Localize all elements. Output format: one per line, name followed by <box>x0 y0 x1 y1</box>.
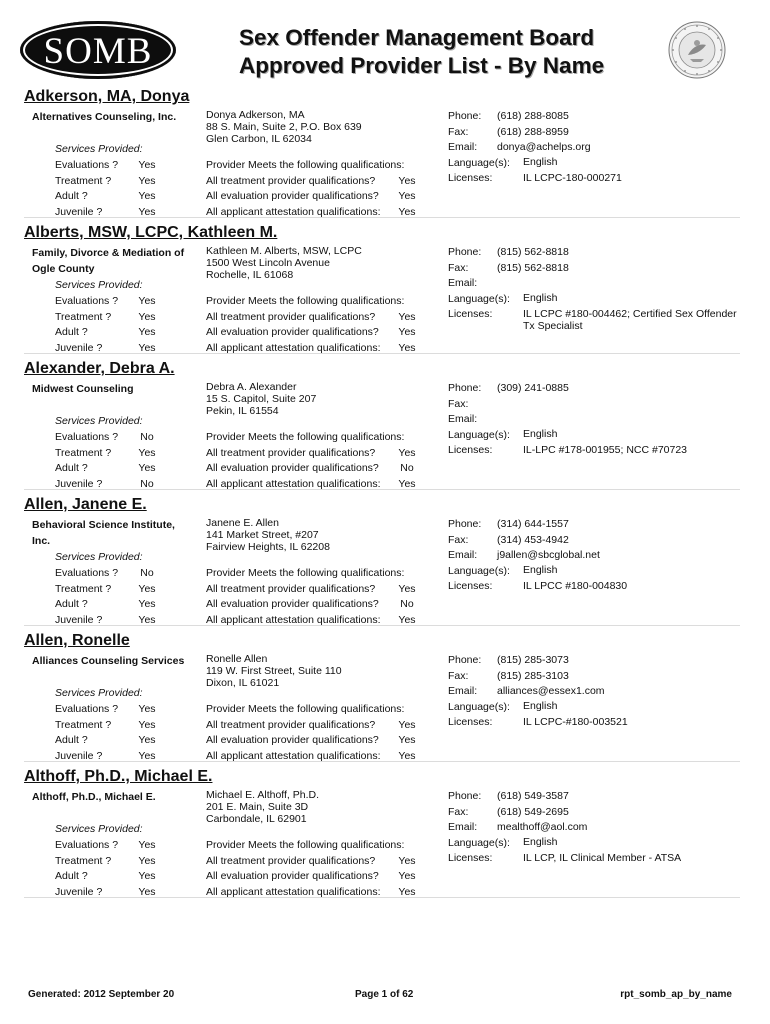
title-line-1: Sex Offender Management Board <box>239 25 595 50</box>
applicant-qual-label: All applicant attestation qualifications: <box>206 478 381 490</box>
juvenile-label: Juvenile ? <box>55 886 103 898</box>
licenses-label: Licenses: <box>448 172 493 184</box>
email-value: mealthoff@aol.com <box>497 821 588 833</box>
provider-organization: Family, Divorce & Mediation of Ogle County <box>32 247 185 275</box>
languages-label: Language(s): <box>448 701 510 713</box>
languages-label: Language(s): <box>448 837 510 849</box>
adult-value: Yes <box>138 598 156 610</box>
provider-entry <box>0 768 770 904</box>
evaluations-value: Yes <box>138 839 156 851</box>
address-line: Janene E. Allen <box>206 517 279 529</box>
languages-value: English <box>523 564 558 576</box>
address-line: Carbondale, IL 62901 <box>206 812 307 825</box>
fax-label: Fax: <box>448 670 469 682</box>
treatment-qual-label: All treatment provider qualifications? <box>206 175 376 187</box>
fax-label: Fax: <box>448 806 469 818</box>
address-line: Ronelle Allen <box>206 653 268 665</box>
fax-label: Fax: <box>448 262 469 274</box>
address-line: Rochelle, IL 61068 <box>206 268 294 281</box>
treatment-value: Yes <box>138 855 156 867</box>
address-line: 88 S. Main, Suite 2, P.O. Box 639 <box>206 120 362 133</box>
fax-value: (618) 288-8959 <box>497 126 569 138</box>
treatment-label: Treatment ? <box>55 719 112 731</box>
fax-value: (618) 549-2695 <box>497 806 569 818</box>
evaluations-label: Evaluations ? <box>55 431 119 443</box>
applicant-qual-value: Yes <box>398 478 416 490</box>
licenses-label: Licenses: <box>448 444 493 456</box>
phone-label: Phone: <box>448 790 482 802</box>
provider-name: Alberts, MSW, LCPC, Kathleen M. <box>24 224 278 241</box>
services-provided-label: Services Provided: <box>55 143 143 155</box>
licenses-label: Licenses: <box>448 716 493 728</box>
address-line: Fairview Heights, IL 62208 <box>206 540 330 553</box>
licenses-label: Licenses: <box>448 852 493 864</box>
phone-label: Phone: <box>448 246 482 258</box>
email-value: donya@achelps.org <box>497 141 591 153</box>
treatment-qual-label: All treatment provider qualifications? <box>206 447 376 459</box>
applicant-qual-value: Yes <box>398 206 416 218</box>
services-provided-label: Services Provided: <box>55 551 143 563</box>
provider-address <box>206 382 316 417</box>
licenses-label: Licenses: <box>448 580 493 592</box>
applicant-qual-value: Yes <box>398 886 416 898</box>
juvenile-label: Juvenile ? <box>55 206 103 218</box>
languages-value: English <box>523 700 558 712</box>
adult-label: Adult ? <box>55 598 88 610</box>
evaluations-label: Evaluations ? <box>55 159 119 171</box>
email-label: Email: <box>448 549 478 561</box>
fax-label: Fax: <box>448 398 469 410</box>
qualifications-intro: Provider Meets the following qualifications: <box>206 703 405 715</box>
address-line: Michael E. Althoff, Ph.D. <box>206 789 320 801</box>
treatment-label: Treatment ? <box>55 311 112 323</box>
applicant-qual-value: Yes <box>398 342 416 354</box>
email-value: alliances@essex1.com <box>497 685 605 697</box>
treatment-qual-value: Yes <box>398 311 416 323</box>
juvenile-value: Yes <box>138 886 156 898</box>
generated-date: Generated: 2012 September 20 <box>28 989 175 1000</box>
address-line: Kathleen M. Alberts, MSW, LCPC <box>206 245 362 257</box>
evaluations-value: Yes <box>138 703 156 715</box>
phone-value: (309) 241-0885 <box>497 382 569 394</box>
treatment-qual-label: All treatment provider qualifications? <box>206 719 376 731</box>
languages-value: English <box>523 292 558 304</box>
services-provided-label: Services Provided: <box>55 823 143 835</box>
phone-value: (815) 562-8818 <box>497 246 569 258</box>
juvenile-label: Juvenile ? <box>55 750 103 762</box>
provider-address <box>206 654 342 689</box>
entry-divider <box>24 217 740 218</box>
provider-name: Allen, Ronelle <box>24 632 130 649</box>
provider-entry <box>0 632 770 768</box>
adult-value: Yes <box>138 190 156 202</box>
address-line: Pekin, IL 61554 <box>206 404 279 417</box>
email-label: Email: <box>448 821 478 833</box>
address-line: 119 W. First Street, Suite 110 <box>206 664 342 677</box>
phone-label: Phone: <box>448 382 482 394</box>
treatment-qual-label: All treatment provider qualifications? <box>206 583 376 595</box>
treatment-label: Treatment ? <box>55 175 112 187</box>
evaluation-qual-label: All evaluation provider qualifications? <box>206 734 379 746</box>
provider-organization: Alternatives Counseling, Inc. <box>32 111 177 123</box>
applicant-qual-label: All applicant attestation qualifications: <box>206 750 381 762</box>
provider-entry <box>0 496 770 632</box>
services-provided-label: Services Provided: <box>55 415 143 427</box>
phone-label: Phone: <box>448 110 482 122</box>
entry-divider <box>24 897 740 898</box>
applicant-qual-value: Yes <box>398 750 416 762</box>
licenses-label: Licenses: <box>448 308 493 320</box>
applicant-qual-label: All applicant attestation qualifications: <box>206 614 381 626</box>
title-line-2: Approved Provider List - By Name <box>239 53 605 78</box>
provider-organization: Behavioral Science Institute, Inc. <box>32 519 175 547</box>
evaluation-qual-value: No <box>400 598 414 610</box>
provider-entry <box>0 224 770 360</box>
licenses-value: IL LCP, IL Clinical Member - ATSA <box>523 852 682 864</box>
juvenile-value: Yes <box>138 342 156 354</box>
evaluations-label: Evaluations ? <box>55 703 119 715</box>
provider-organization: Midwest Counseling <box>32 383 134 395</box>
provider-address <box>206 110 362 145</box>
evaluation-qual-label: All evaluation provider qualifications? <box>206 870 379 882</box>
licenses-value: IL-LPC #178-001955; NCC #70723 <box>523 444 688 456</box>
evaluation-qual-label: All evaluation provider qualifications? <box>206 462 379 474</box>
evaluation-qual-label: All evaluation provider qualifications? <box>206 190 379 202</box>
evaluations-label: Evaluations ? <box>55 567 119 579</box>
provider-name: Alexander, Debra A. <box>24 360 175 377</box>
qualifications-intro: Provider Meets the following qualifications: <box>206 567 405 579</box>
applicant-qual-label: All applicant attestation qualifications: <box>206 886 381 898</box>
address-line: Glen Carbon, IL 62034 <box>206 132 312 145</box>
evaluations-label: Evaluations ? <box>55 839 119 851</box>
phone-label: Phone: <box>448 518 482 530</box>
treatment-qual-value: Yes <box>398 175 416 187</box>
entry-divider <box>24 353 740 354</box>
qualifications-intro: Provider Meets the following qualifications: <box>206 295 405 307</box>
provider-entry <box>0 360 770 496</box>
evaluation-qual-value: Yes <box>398 190 416 202</box>
phone-value: (815) 285-3073 <box>497 654 569 666</box>
languages-value: English <box>523 428 558 440</box>
evaluation-qual-value: No <box>400 462 414 474</box>
treatment-label: Treatment ? <box>55 583 112 595</box>
address-line: 201 E. Main, Suite 3D <box>206 800 309 813</box>
evaluations-value: No <box>140 567 154 579</box>
adult-value: Yes <box>138 326 156 338</box>
fax-label: Fax: <box>448 534 469 546</box>
address-line: 141 Market Street, #207 <box>206 528 319 541</box>
treatment-qual-value: Yes <box>398 583 416 595</box>
juvenile-value: Yes <box>138 750 156 762</box>
page-number: Page 1 of 62 <box>355 989 414 1000</box>
treatment-value: Yes <box>138 719 156 731</box>
email-label: Email: <box>448 685 478 697</box>
languages-value: English <box>523 156 558 168</box>
qualifications-intro: Provider Meets the following qualifications: <box>206 431 405 443</box>
address-line: Dixon, IL 61021 <box>206 676 280 689</box>
treatment-label: Treatment ? <box>55 447 112 459</box>
logo-text: SOMB <box>43 30 153 72</box>
qualifications-intro: Provider Meets the following qualifications: <box>206 839 405 851</box>
juvenile-value: Yes <box>138 206 156 218</box>
services-provided-label: Services Provided: <box>55 687 143 699</box>
juvenile-value: Yes <box>138 614 156 626</box>
adult-value: Yes <box>138 870 156 882</box>
evaluations-value: Yes <box>138 295 156 307</box>
evaluation-qual-label: All evaluation provider qualifications? <box>206 326 379 338</box>
page-title <box>239 24 604 80</box>
provider-address <box>206 518 330 553</box>
juvenile-label: Juvenile ? <box>55 614 103 626</box>
licenses-value: IL LCPC-#180-003521 <box>523 716 628 728</box>
juvenile-value: No <box>140 478 154 490</box>
treatment-qual-value: Yes <box>398 447 416 459</box>
entry-divider <box>24 761 740 762</box>
somb-logo <box>20 21 176 79</box>
treatment-qual-label: All treatment provider qualifications? <box>206 855 376 867</box>
licenses-value: IL LCPC #180-004462; Certified Sex Offender Tx Specialist <box>523 308 737 332</box>
provider-name: Adkerson, MA, Donya <box>24 88 190 105</box>
evaluation-qual-value: Yes <box>398 326 416 338</box>
phone-label: Phone: <box>448 654 482 666</box>
languages-value: English <box>523 836 558 848</box>
provider-address <box>206 246 362 281</box>
services-provided-label: Services Provided: <box>55 279 143 291</box>
applicant-qual-value: Yes <box>398 614 416 626</box>
evaluation-qual-label: All evaluation provider qualifications? <box>206 598 379 610</box>
address-line: 1500 West Lincoln Avenue <box>206 256 330 269</box>
treatment-value: Yes <box>138 583 156 595</box>
address-line: 15 S. Capitol, Suite 207 <box>206 392 317 405</box>
languages-label: Language(s): <box>448 429 510 441</box>
provider-address <box>206 790 319 825</box>
applicant-qual-label: All applicant attestation qualifications: <box>206 206 381 218</box>
phone-value: (618) 288-8085 <box>497 110 569 122</box>
treatment-value: Yes <box>138 447 156 459</box>
adult-value: Yes <box>138 734 156 746</box>
treatment-value: Yes <box>138 175 156 187</box>
address-line: Debra A. Alexander <box>206 381 297 393</box>
email-value: j9allen@sbcglobal.net <box>497 549 600 561</box>
phone-value: (314) 644-1557 <box>497 518 569 530</box>
email-label: Email: <box>448 141 478 153</box>
email-label: Email: <box>448 413 478 425</box>
state-seal-icon <box>668 21 726 79</box>
licenses-value: IL LCPC-180-000271 <box>523 172 622 184</box>
juvenile-label: Juvenile ? <box>55 478 103 490</box>
adult-label: Adult ? <box>55 190 88 202</box>
provider-organization: Althoff, Ph.D., Michael E. <box>32 791 156 803</box>
evaluations-value: No <box>140 431 154 443</box>
adult-label: Adult ? <box>55 734 88 746</box>
address-line: Donya Adkerson, MA <box>206 109 305 121</box>
fax-label: Fax: <box>448 126 469 138</box>
treatment-value: Yes <box>138 311 156 323</box>
adult-value: Yes <box>138 462 156 474</box>
adult-label: Adult ? <box>55 462 88 474</box>
treatment-label: Treatment ? <box>55 855 112 867</box>
email-label: Email: <box>448 277 478 289</box>
fax-value: (815) 562-8818 <box>497 262 569 274</box>
licenses-value: IL LPCC #180-004830 <box>523 580 628 592</box>
fax-value: (815) 285-3103 <box>497 670 569 682</box>
provider-organization: Alliances Counseling Services <box>32 655 185 667</box>
applicant-qual-label: All applicant attestation qualifications: <box>206 342 381 354</box>
provider-entry <box>0 88 770 224</box>
phone-value: (618) 549-3587 <box>497 790 569 802</box>
treatment-qual-value: Yes <box>398 855 416 867</box>
provider-name: Althoff, Ph.D., Michael E. <box>24 768 213 785</box>
languages-label: Language(s): <box>448 157 510 169</box>
juvenile-label: Juvenile ? <box>55 342 103 354</box>
treatment-qual-value: Yes <box>398 719 416 731</box>
report-id: rpt_somb_ap_by_name <box>620 989 732 1000</box>
evaluation-qual-value: Yes <box>398 734 416 746</box>
languages-label: Language(s): <box>448 565 510 577</box>
evaluations-value: Yes <box>138 159 156 171</box>
fax-value: (314) 453-4942 <box>497 534 569 546</box>
evaluation-qual-value: Yes <box>398 870 416 882</box>
provider-name: Allen, Janene E. <box>24 496 147 513</box>
entry-divider <box>24 489 740 490</box>
languages-label: Language(s): <box>448 293 510 305</box>
qualifications-intro: Provider Meets the following qualifications: <box>206 159 405 171</box>
adult-label: Adult ? <box>55 326 88 338</box>
entry-divider <box>24 625 740 626</box>
adult-label: Adult ? <box>55 870 88 882</box>
treatment-qual-label: All treatment provider qualifications? <box>206 311 376 323</box>
evaluations-label: Evaluations ? <box>55 295 119 307</box>
